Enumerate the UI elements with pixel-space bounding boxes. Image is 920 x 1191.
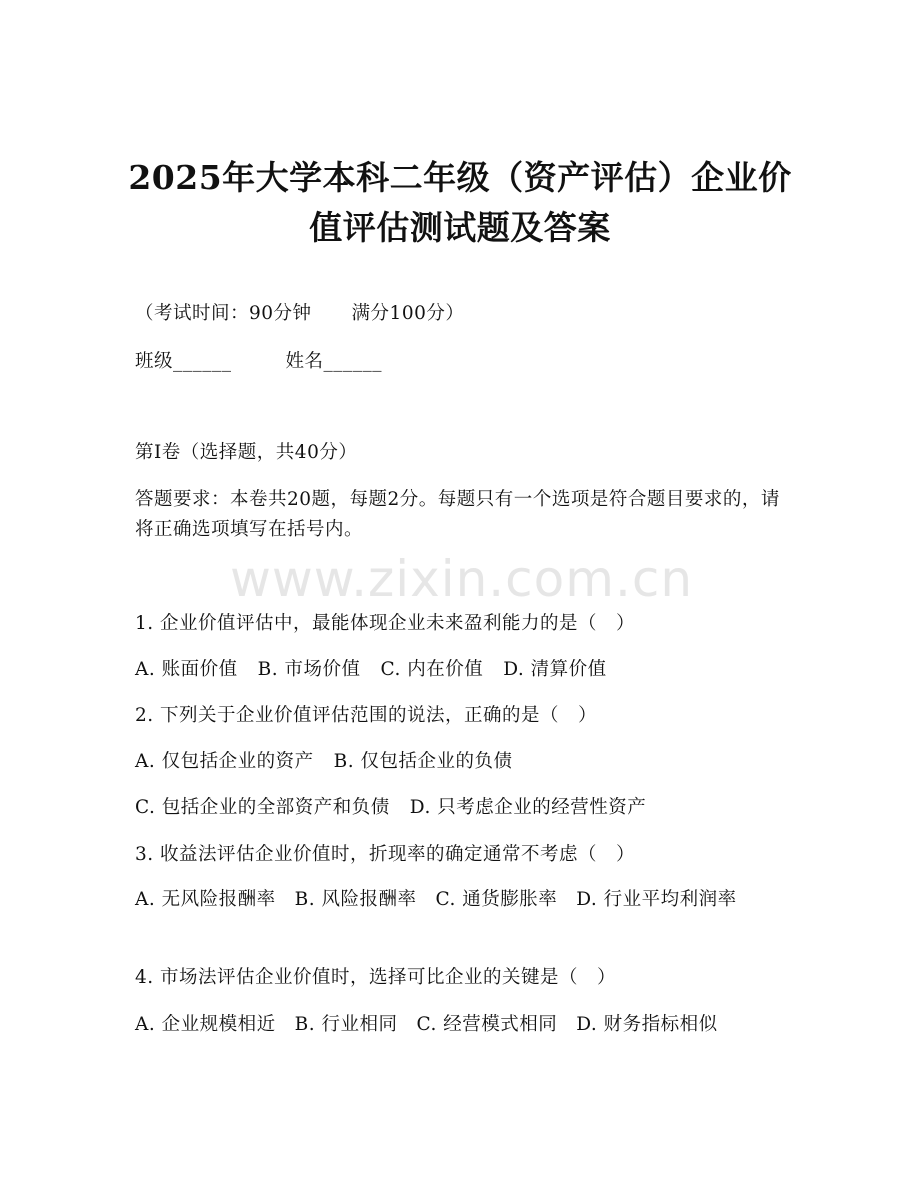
title-line-1: 2025年大学本科二年级（资产评估）企业价 [128, 158, 792, 197]
question-2-options-2 [135, 796, 785, 820]
question-4-stem: 4. 市场法评估企业价值时，选择可比企业的关键是（ ） [135, 967, 617, 988]
option: D. 清算价值 [503, 659, 607, 680]
section-instructions: 答题要求：本卷共20题，每题2分。每题只有一个选项是符合题目要求的，请将正确选项填写在括号内。 [135, 489, 780, 540]
question-1-options [135, 658, 785, 682]
question-3-stem: 3. 收益法评估企业价值时，折现率的确定通常不考虑（ ） [135, 844, 636, 865]
option: C. 内在价值 [380, 659, 484, 680]
question-2-options-1 [135, 750, 785, 774]
class-field: 班级______ [135, 351, 232, 372]
option: D. 只考虑企业的经营性资产 [409, 797, 647, 818]
question-1-stem: 1. 企业价值评估中，最能体现企业未来盈利能力的是（ ） [135, 613, 636, 634]
student-fields [135, 350, 785, 374]
question-2-stem: 2. 下列关于企业价值评估范围的说法，正确的是（ ） [135, 705, 598, 726]
question-4-options: A. 企业规模相近 B. 行业相同 C. 经营模式相同 D. 财务指标相似 [135, 1014, 718, 1035]
option: B. 市场价值 [257, 659, 361, 680]
exam-info [135, 302, 785, 326]
exam-score: 满分100分） [351, 303, 465, 324]
title-line-2: 值评估测试题及答案 [309, 208, 611, 247]
option: B. 仅包括企业的负债 [333, 751, 513, 772]
exam-time: （考试时间：90分钟 [135, 303, 312, 324]
option: A. 账面价值 [135, 659, 238, 680]
name-field: 姓名______ [285, 351, 383, 372]
question-3-options: A. 无风险报酬率 B. 风险报酬率 C. 通货膨胀率 D. 行业平均利润率 [135, 889, 737, 910]
section-heading: 第I卷（选择题，共40分） [135, 442, 358, 463]
option: C. 包括企业的全部资产和负债 [135, 797, 390, 818]
option: A. 仅包括企业的资产 [135, 751, 314, 772]
watermark: www.zixin.com.cn [230, 550, 694, 608]
